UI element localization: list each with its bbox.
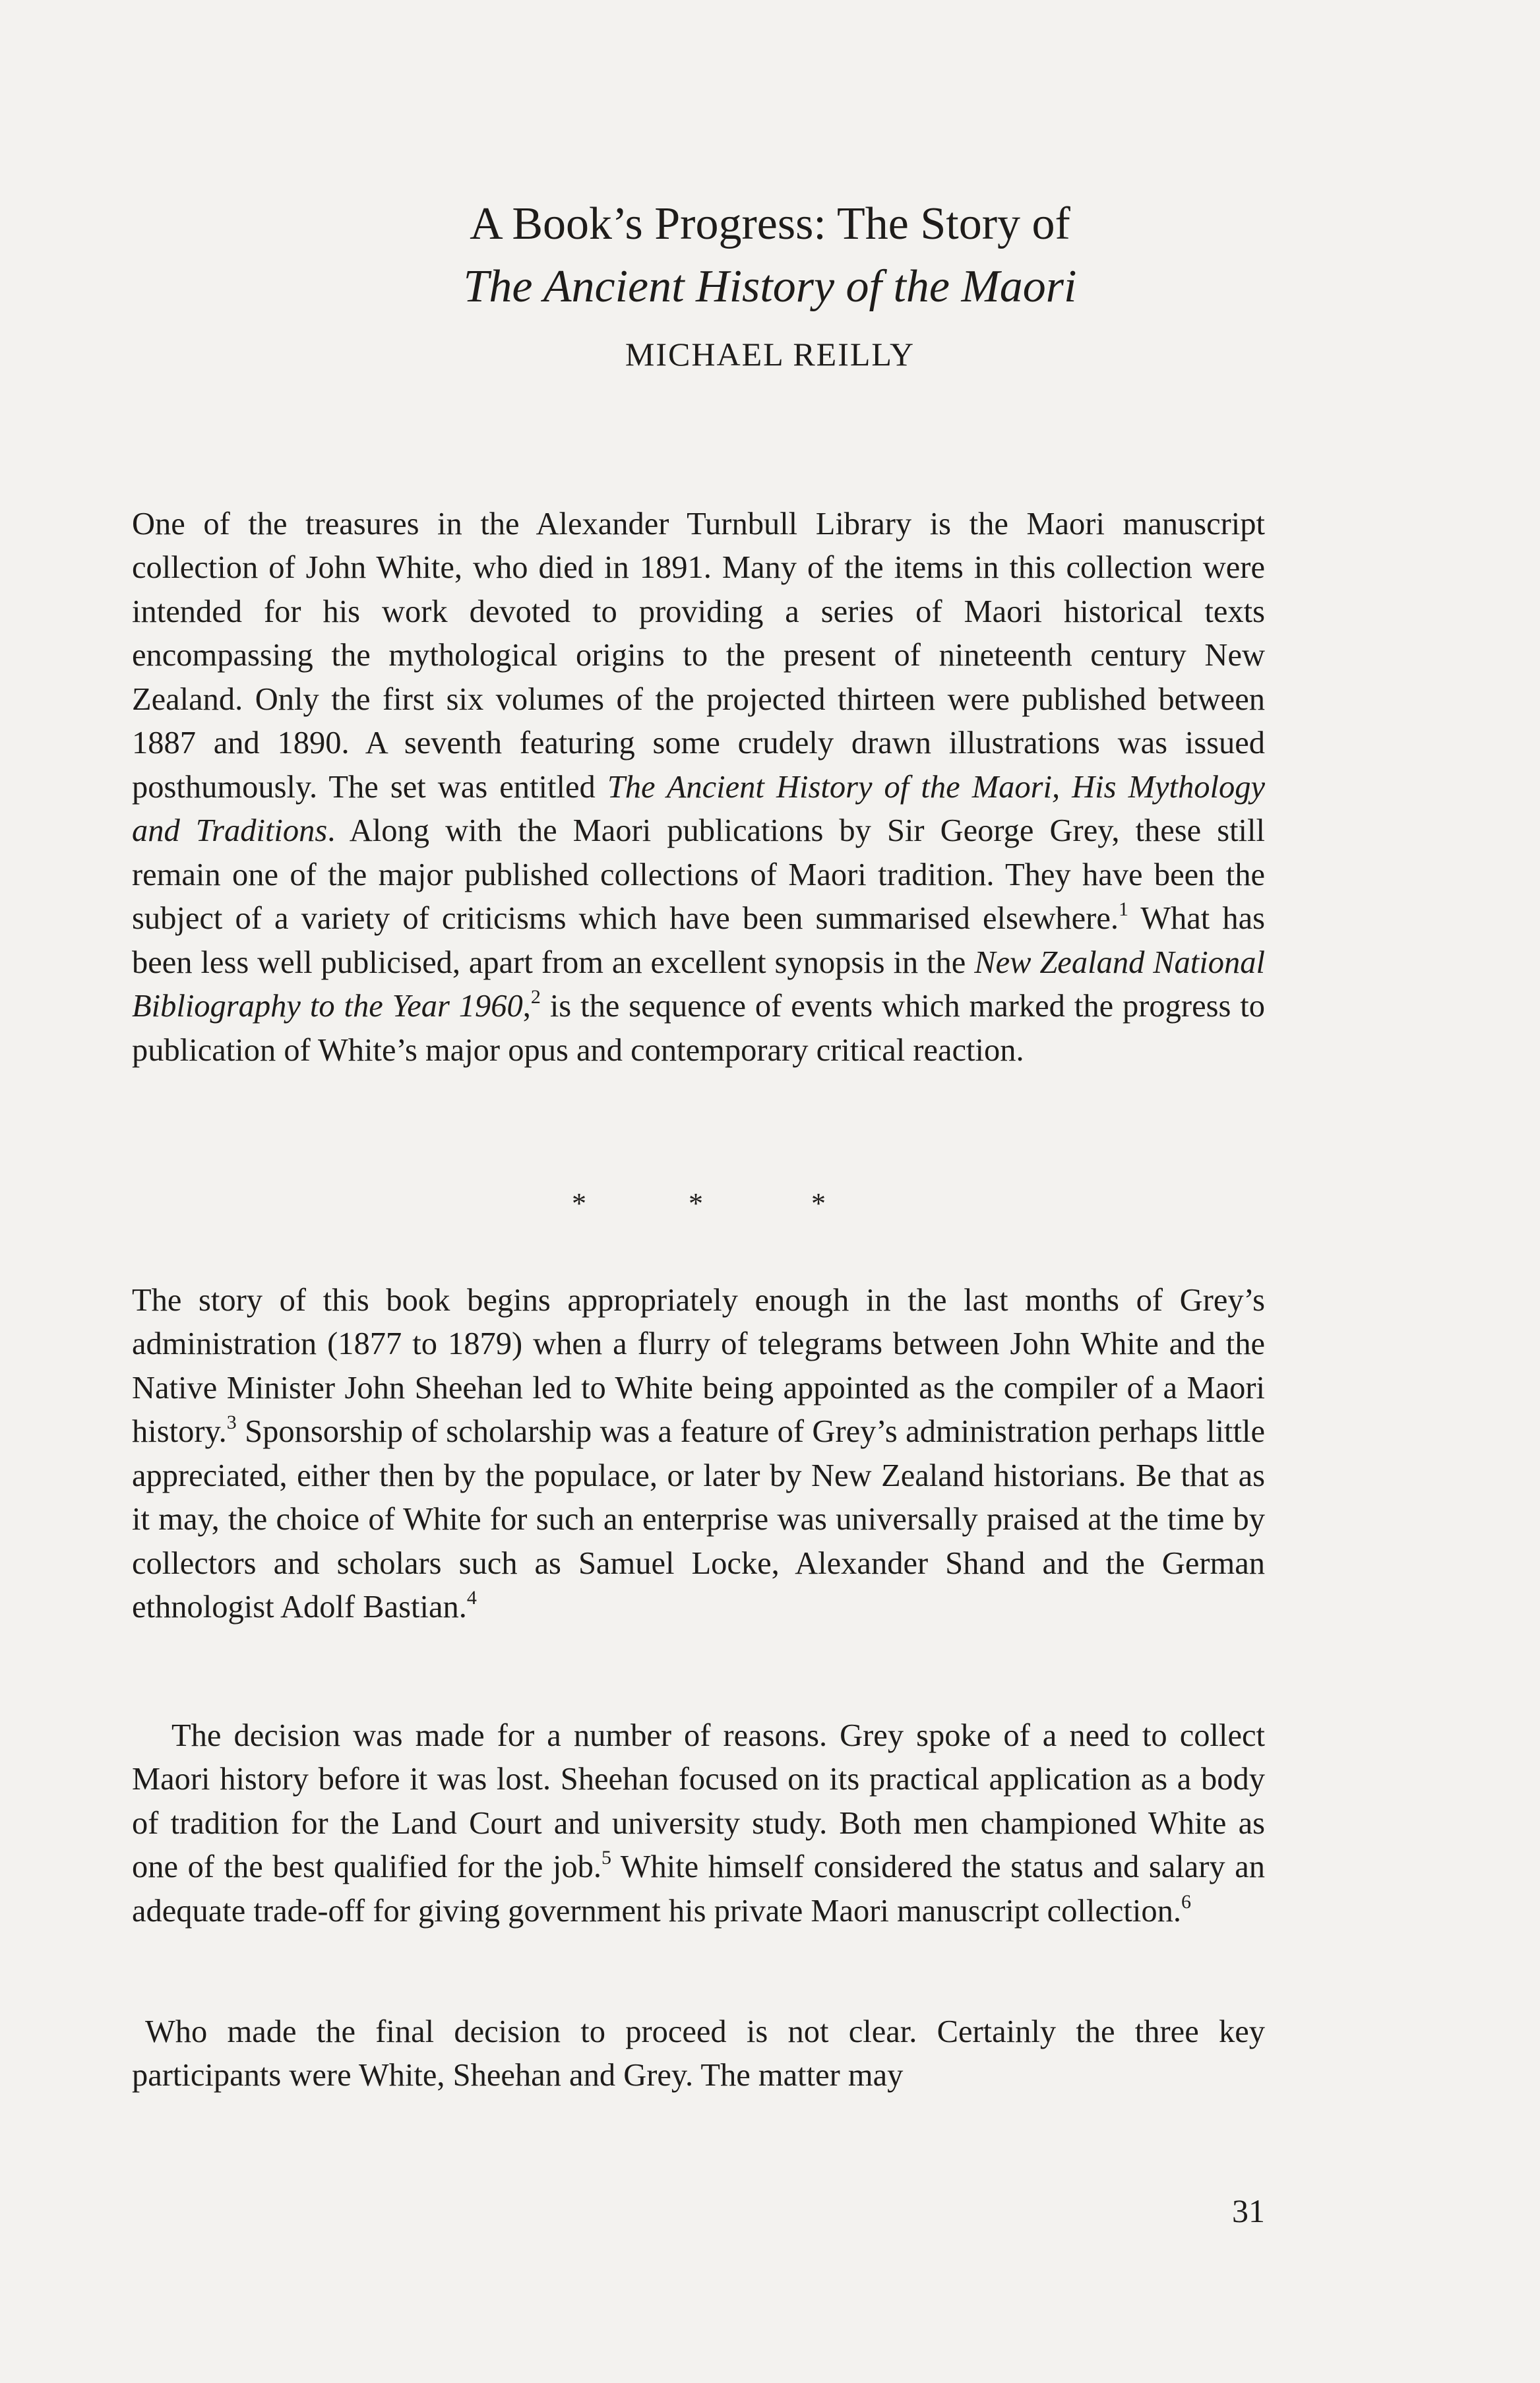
paragraph-text: White himself considered the status and salary an adequate trade-off for giving government his private Maori manuscript collection.: [132, 1849, 1266, 1929]
footnote-ref: 6: [1181, 1890, 1192, 1913]
footnote-ref: 4: [466, 1587, 477, 1609]
paragraph-decision: [132, 1714, 1265, 1934]
paragraph-story-begins: [132, 1279, 1265, 1630]
paragraph-text: One of the treasures in the Alexander Turnbull Library is the Maori manuscript collection of John White, who died in 1891. Many of the items in this collection were intended for his work devoted to providing a series of Maori historical texts encompassing the mythological origins to the present of nineteenth century New Zealand. Only the first six volumes of the projected thirteen were published between 1887 and 1890. A seventh featuring some crudely drawn illustrations was issued posthumously. The set was entitled: [132, 506, 1265, 805]
paragraph-text: The story of this book begins appropriately enough in the last months of Grey’s administration (1877 to 1879) when a flurry of telegrams between John White and the Native Minister John Sheehan led to White being appointed as the compiler of a Maori history.: [132, 1282, 1265, 1449]
article-title-book-name: The Ancient History of the Maori: [463, 261, 1077, 312]
footnote-ref: 2: [530, 986, 541, 1008]
bibliography-title-italic: New Zealand National Bibliography to the Year 1960: [132, 944, 1265, 1024]
footnote-ref: 5: [601, 1847, 612, 1869]
paragraph-text: . Along with the Maori publications by Sir George Grey, these still remain one of the major published collections of Maori tradition. They have been the subject of a variety of criticisms which have been summarised elsewhere.: [132, 813, 1265, 936]
article-title: A Book’s Progress: The Story of: [470, 199, 1070, 249]
section-separator: [0, 1187, 1540, 1220]
separator-asterisk: *: [811, 1187, 826, 1220]
book-title-italic: The Ancient History of the Maori, His Mythology and Traditions: [132, 769, 1265, 848]
article-author: MICHAEL REILLY: [625, 336, 915, 373]
separator-asterisk: *: [689, 1187, 703, 1220]
footnote-ref: 1: [1118, 898, 1128, 920]
paragraph-text: What has been less well publicised, apart from an excellent synopsis in the: [132, 901, 1265, 980]
footnote-ref: 3: [226, 1411, 237, 1433]
separator-asterisk: *: [572, 1187, 586, 1220]
paragraph-text: ,: [522, 989, 531, 1024]
paragraph-text: The decision was made for a number of reasons. Grey spoke of a need to collect Maori history before it was lost. Sheehan focused on its practical application as a body of tradition for the Land Court and university study. Both men championed White as one of the best qualified for the job.: [132, 1718, 1265, 1884]
paragraph-text: is the sequence of events which marked the progress to publication of White’s major opus and contemporary critical reaction.: [132, 989, 1265, 1068]
paragraph-final-decision: [132, 2010, 1265, 2098]
paragraph-text: Sponsorship of scholarship was a feature of Grey’s administration perhaps little appreciated, either then by the populace, or later by New Zealand historians. Be that as it may, the choice of White for such an enterprise was universally praised at the time by collectors and scholars such as Samuel Locke, Alexander Shand and the German ethnologist Adolf Bastian.: [132, 1414, 1265, 1625]
paragraph-text: Who made the final decision to proceed is not clear. Certainly the three key participants were White, Sheehan and Grey. The matter may: [132, 2014, 1265, 2093]
page-number: 31: [1232, 2192, 1265, 2229]
paragraph-introduction: [132, 503, 1265, 1073]
